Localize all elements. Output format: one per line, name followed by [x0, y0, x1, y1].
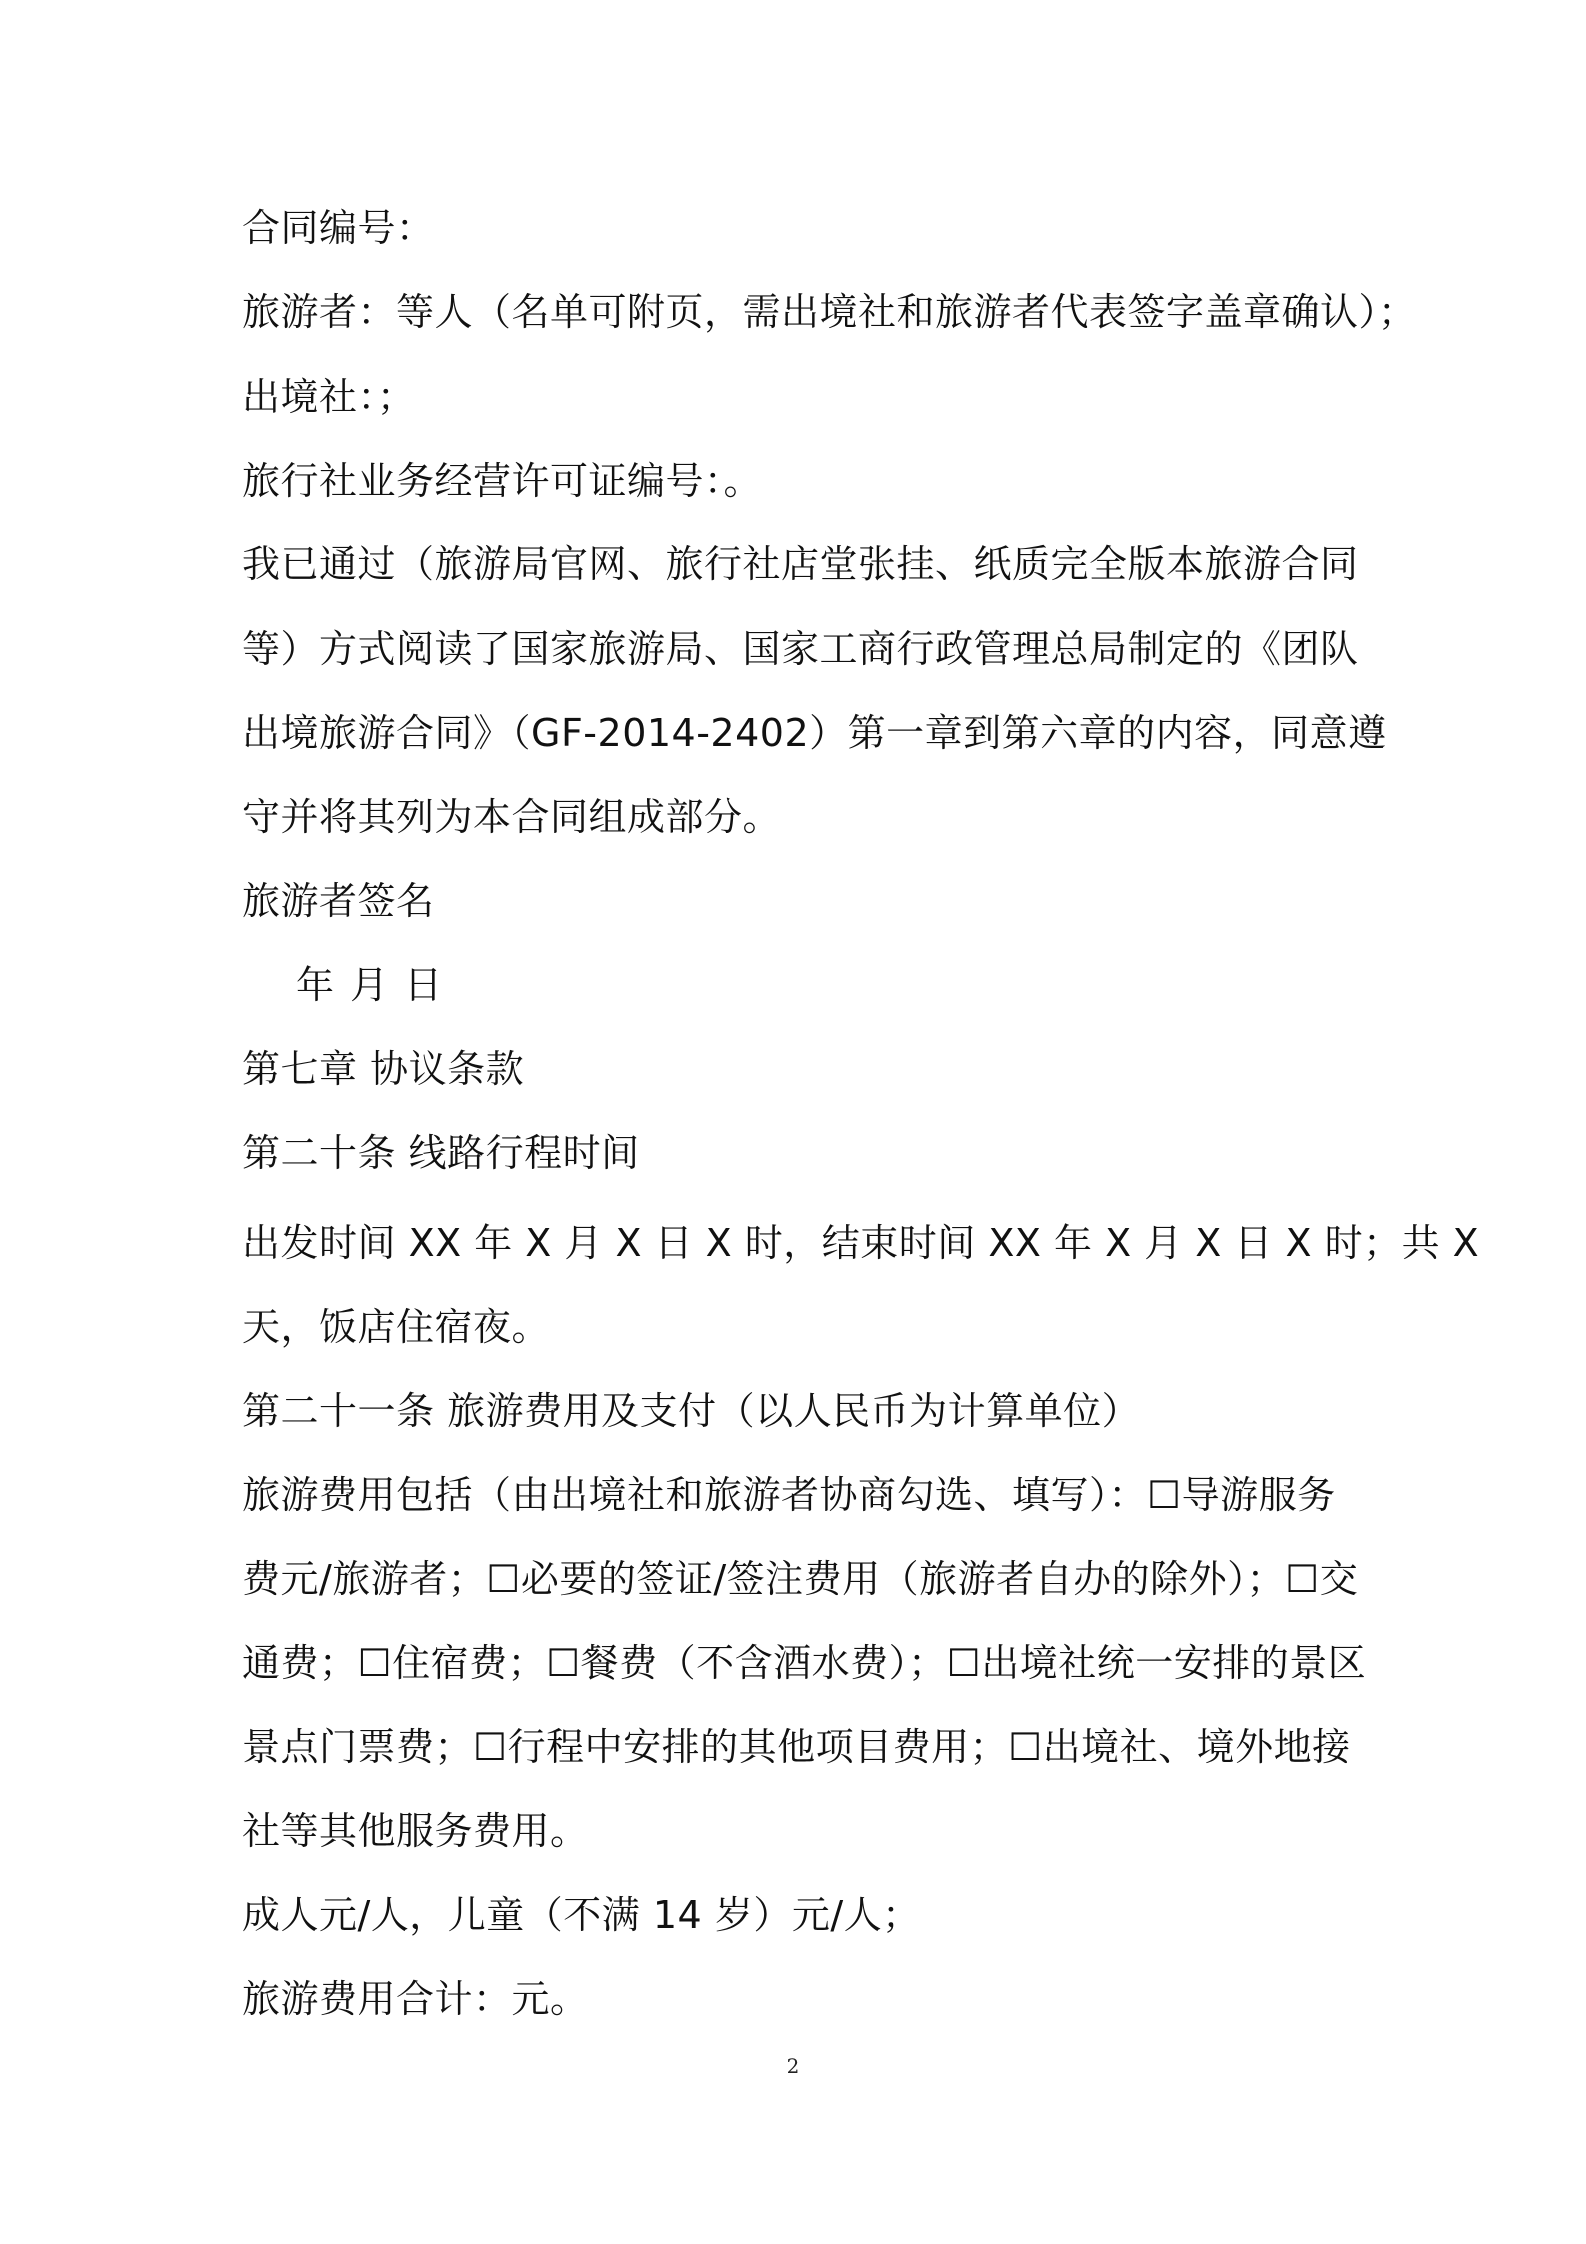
paragraph-line: 我已通过（旅游局官网、旅行社店堂张挂、纸质完全版本旅游合同 — [242, 542, 1359, 586]
fee-items-line: 社等其他服务费用。 — [242, 1809, 589, 1853]
fee-items-line: 费元/旅游者；☐必要的签证/签注费用（旅游者自办的除外）；☐交 — [242, 1557, 1359, 1601]
fee-items-line: 旅游费用包括（由出境社和旅游者协商勾选、填写）：☐导游服务 — [242, 1473, 1336, 1517]
fee-items-line: 景点门票费；☐行程中安排的其他项目费用；☐出境社、境外地接 — [242, 1725, 1351, 1769]
license-number-line: 旅行社业务经营许可证编号：。 — [242, 459, 763, 503]
outbound-agency-line: 出境社：； — [242, 375, 416, 419]
total-fee-line: 旅游费用合计：元。 — [242, 1977, 589, 2021]
itinerary-time-line: 出发时间 XX 年 X 月 X 日 X 时，结束时间 XX 年 X 月 X 日 X 时；共 X — [242, 1221, 1480, 1265]
signature-date-line: 年 月 日 — [296, 963, 445, 1007]
article-heading: 第二十条 线路行程时间 — [242, 1131, 640, 1175]
contract-number-line: 合同编号： — [242, 206, 435, 250]
traveler-line: 旅游者：等人（名单可附页，需出境社和旅游者代表签字盖章确认）； — [242, 290, 1417, 334]
paragraph-line: 出境旅游合同》（GF-2014-2402）第一章到第六章的内容，同意遵 — [242, 711, 1387, 755]
page-number: 2 — [786, 2054, 800, 2078]
article-heading: 第二十一条 旅游费用及支付（以人民币为计算单位） — [242, 1389, 1141, 1433]
paragraph-line: 等）方式阅读了国家旅游局、国家工商行政管理总局制定的《团队 — [242, 627, 1359, 671]
paragraph-line: 守并将其列为本合同组成部分。 — [242, 795, 782, 839]
price-per-person-line: 成人元/人，儿童（不满 14 岁）元/人； — [242, 1893, 921, 1937]
chapter-heading: 第七章 协议条款 — [242, 1047, 525, 1091]
itinerary-time-line: 天，饭店住宿夜。 — [242, 1305, 551, 1349]
fee-items-line: 通费；☐住宿费；☐餐费（不含酒水费）；☐出境社统一安排的景区 — [242, 1641, 1367, 1685]
traveler-signature-label: 旅游者签名 — [242, 879, 435, 923]
